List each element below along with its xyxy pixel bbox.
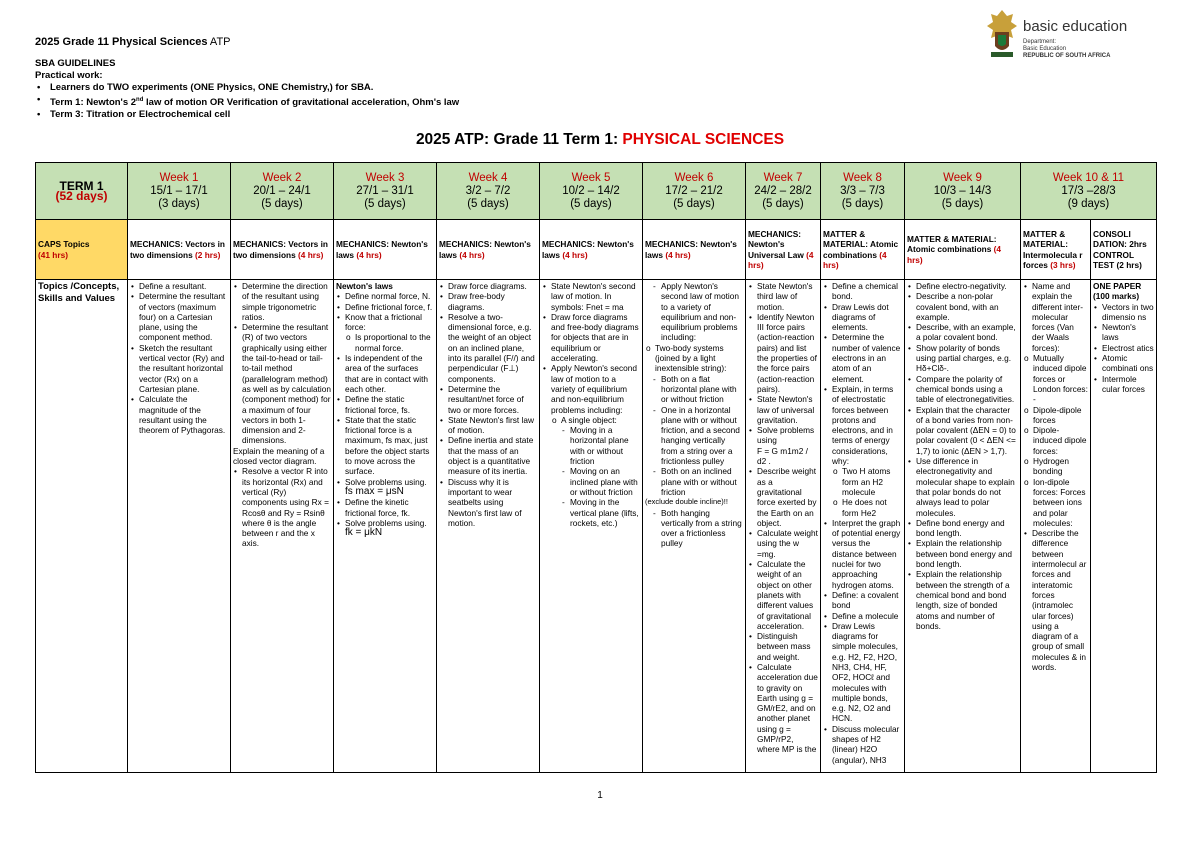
week-header-row — [36, 163, 1157, 220]
caps-cell: MATTER & MATERIAL: Atomic combinations (4 hrs) — [821, 220, 905, 280]
document-header: 2025 Grade 11 Physical Sciences ATP — [35, 36, 231, 48]
topics-cell-week3: Newton's laws • Define normal force, N. • Define frictional force, f. • Know that a frictional force: o Is proportional to the normal force. • Is independent of the area of the surfaces that are in contact with each other. • Define the static frictional force, fs. • State that the static frictional force is a maximum, fs max, just before the object starts to move across the surface. • Solve problems using. fs max = μsN • Define the kinetic frictional force, fk. • Solve problems using. fk = μkN — [334, 280, 437, 773]
department-logo — [985, 8, 1145, 63]
topics-cell-week10: • Name and explain the different inter-molecular forces (Van der Waals forces): o Mutually induced dipole forces or London forces: - o Dipole-dipole forces o Dipole-induced dipole forces: o Hydrogen bonding o Ion-dipole forces: Forces between ions and polar molecules: • Describe the difference between intermolecul ar forces and interatomic forces (intramolec ular forces) using a diagram of a group of small molecules & in words. — [1021, 280, 1091, 773]
sba-item: • Learners do TWO experiments (ONE Physics, ONE Chemistry,) for SBA. — [50, 82, 459, 94]
week-cell: Week 7 24/2 – 28/2 (5 days) — [746, 163, 821, 220]
caps-cell: MECHANICS: Newton's Universal Law (4 hrs) — [746, 220, 821, 280]
caps-cell: CONSOLI DATION: 2hrs CONTROL TEST (2 hrs) — [1091, 220, 1157, 280]
topics-cell-week6: - Apply Newton's second law of motion to a variety of equilibrium and non-equilibrium problems including: o Two-body systems (joined by a light inextensible string): - Both on a flat horizontal plane with or without friction - One in a horizontal plane with or without friction, and a second hanging vertically from a string over a frictionless pulley - Both on an inclined plane with or without friction (exclude double incline)!! - Both hanging vertically from a string over a frictionless pulley — [643, 280, 746, 773]
topics-label-cell: Topics /Concepts, Skills and Values — [36, 280, 128, 773]
sba-subheading: Practical work: — [35, 70, 103, 81]
sba-item: • Term 1: Newton's 2nd law of motion OR Verification of gravitational acceleration, Ohm's law — [50, 94, 459, 109]
brand-name: basic education — [1023, 18, 1128, 35]
sba-item: • Term 3: Titration or Electrochemical cell — [50, 109, 459, 121]
atp-table — [35, 162, 1157, 773]
caps-cell: MECHANICS: Newton's laws (4 hrs) — [643, 220, 746, 280]
caps-row — [36, 220, 1157, 280]
sba-guidelines — [35, 58, 459, 121]
week-cell: Week 8 3/3 – 7/3 (5 days) — [821, 163, 905, 220]
caps-cell: MECHANICS: Newton's laws (4 hrs) — [437, 220, 540, 280]
week-cell: Week 4 3/2 – 7/2 (5 days) — [437, 163, 540, 220]
caps-cell: MECHANICS: Newton's laws (4 hrs) — [334, 220, 437, 280]
topics-cell-week2: • Determine the direction of the resultant using simple trigonometric ratios. • Determine the resultant (R) of two vectors graphically using either the tail-to-head or tail-to-tail method (parallelogram method) as well as by calculation (component method) for a maximum of four vectors in both 1-dimension and 2-dimensions. Explain the meaning of a closed vector diagram. • Resolve a vector R into its horizontal (Rx) and vertical (Ry) components using Rx = Rcosθ and Ry = Rsinθ where θ is the angle between r and the x axis. — [231, 280, 334, 773]
caps-label-cell: CAPS Topics (41 hrs) — [36, 220, 128, 280]
week-cell: Week 3 27/1 – 31/1 (5 days) — [334, 163, 437, 220]
topics-cell-week11: ONE PAPER (100 marks) • Vectors in two dimensio ns • Newton's laws • Electrost atics • Atomic combinati ons • Intermole cular forces — [1091, 280, 1157, 773]
caps-cell: MATTER & MATERIAL: Intermolecula r forces (3 hrs) — [1021, 220, 1091, 280]
week-cell: Week 9 10/3 – 14/3 (5 days) — [905, 163, 1021, 220]
caps-cell: MECHANICS: Vectors in two dimensions (2 hrs) — [128, 220, 231, 280]
topics-cell-week1: • Define a resultant. • Determine the resultant of vectors (maximum four) on a Cartesian plane, using the component method. • Sketch the resultant vertical vector (Ry) and the resultant horizontal vector (Rx) on a Cartesian plane. • Calculate the magnitude of the resultant using the theorem of Pythagoras. — [128, 280, 231, 773]
term-cell: TERM 1 (52 days) — [36, 163, 128, 220]
sba-heading: SBA GUIDELINES — [35, 58, 116, 69]
topics-cell-week9: • Define electro-negativity. • Describe a non-polar covalent bond, with an example. • Describe, with an example, a polar covalent bond. • Show polarity of bonds using partial charges, e.g. Hδ+Clδ-. • Compare the polarity of chemical bonds using a table of electronegativities. • Explain that the character of a bond varies from non-polar covalent (ΔEN = 0) to polar covalent (0 < ΔEN <= 1,7) to ionic (ΔEN > 1,7). • Use difference in electronegativity and molecular shape to explain that polar bonds do not always lead to polar molecules. • Define bond energy and bond length. • Explain the relationship between bond energy and bond length. • Explain the relationship between the strength of a chemical bond and bond length, size of bonded atoms and number of bonds. — [905, 280, 1021, 773]
caps-cell: MECHANICS: Vectors in two dimensions (4 hrs) — [231, 220, 334, 280]
week-cell: Week 6 17/2 – 21/2 (5 days) — [643, 163, 746, 220]
coat-of-arms-icon — [985, 8, 1019, 60]
topics-row — [36, 280, 1157, 773]
topics-cell-week5: • State Newton's second law of motion. In symbols: Fnet = ma • Draw force diagrams and free-body diagrams for objects that are in equilibrium or accelerating. • Apply Newton's second law of motion to a variety of equilibrium and non-equilibrium problems including: o A single object: - Moving in a horizontal plane with or without friction - Moving on an inclined plane with or without friction - Moving in the vertical plane (lifts, rockets, etc.) — [540, 280, 643, 773]
week-cell: Week 10 & 11 17/3 –28/3 (9 days) — [1021, 163, 1157, 220]
week-cell: Week 5 10/2 – 14/2 (5 days) — [540, 163, 643, 220]
page-title: 2025 ATP: Grade 11 Term 1: PHYSICAL SCIENCES — [415, 131, 785, 148]
caps-cell: MATTER & MATERIAL: Atomic combinations (4 hrs) — [905, 220, 1021, 280]
topics-cell-week4: • Draw force diagrams. • Draw free-body diagrams. • Resolve a two-dimensional force, e.g. the weight of an object on an inclined plane, into its parallel (F//) and perpendicular (F⊥) components. • Determine the resultant/net force of two or more forces. • State Newton's first law of motion. • Define inertia and state that the mass of an object is a quantitative measure of its inertia. • Discuss why it is important to wear seatbelts using Newton's first law of motion. — [437, 280, 540, 773]
page-number: 1 — [597, 790, 603, 801]
caps-cell: MECHANICS: Newton's laws (4 hrs) — [540, 220, 643, 280]
week-cell: Week 1 15/1 – 17/1 (3 days) — [128, 163, 231, 220]
topics-cell-week8: • Define a chemical bond. • Draw Lewis dot diagrams of elements. • Determine the number of valence electrons in an atom of an element. • Explain, in terms of electrostatic forces between protons and electrons, and in terms of energy considerations, why: o Two H atoms form an H2 molecule o He does not form He2 • Interpret the graph of potential energy versus the distance between nuclei for two approaching hydrogen atoms. • Define: a covalent bond • Define a molecule • Draw Lewis diagrams for simple molecules, e.g. H2, F2, H2O, NH3, CH4, HF, OF2, HOCℓ and molecules with multiple bonds, e.g. N2, O2 and HCN. • Discuss molecular shapes of H2 (linear) H2O (angular), NH3 — [821, 280, 905, 773]
department-text: Department: Basic Education REPUBLIC OF SOUTH AFRICA — [1023, 39, 1111, 59]
topics-cell-week7: • State Newton's third law of motion. • Identify Newton III force pairs (action-reaction pairs) and list the properties of the force pairs (action-reaction pairs). • State Newton's law of universal gravitation. • Solve problems using F = G m1m2 / d2 . • Describe weight as a gravitational force exerted by the Earth on an object. • Calculate weight using the w =mg. • Calculate the weight of an object on other planets with different values of gravitational acceleration. • Distinguish between mass and weight. • Calculate acceleration due to gravity on Earth using g = GM/rE2, and on another planet using g = GMP/rP2, where MP is the — [746, 280, 821, 773]
week-cell: Week 2 20/1 – 24/1 (5 days) — [231, 163, 334, 220]
